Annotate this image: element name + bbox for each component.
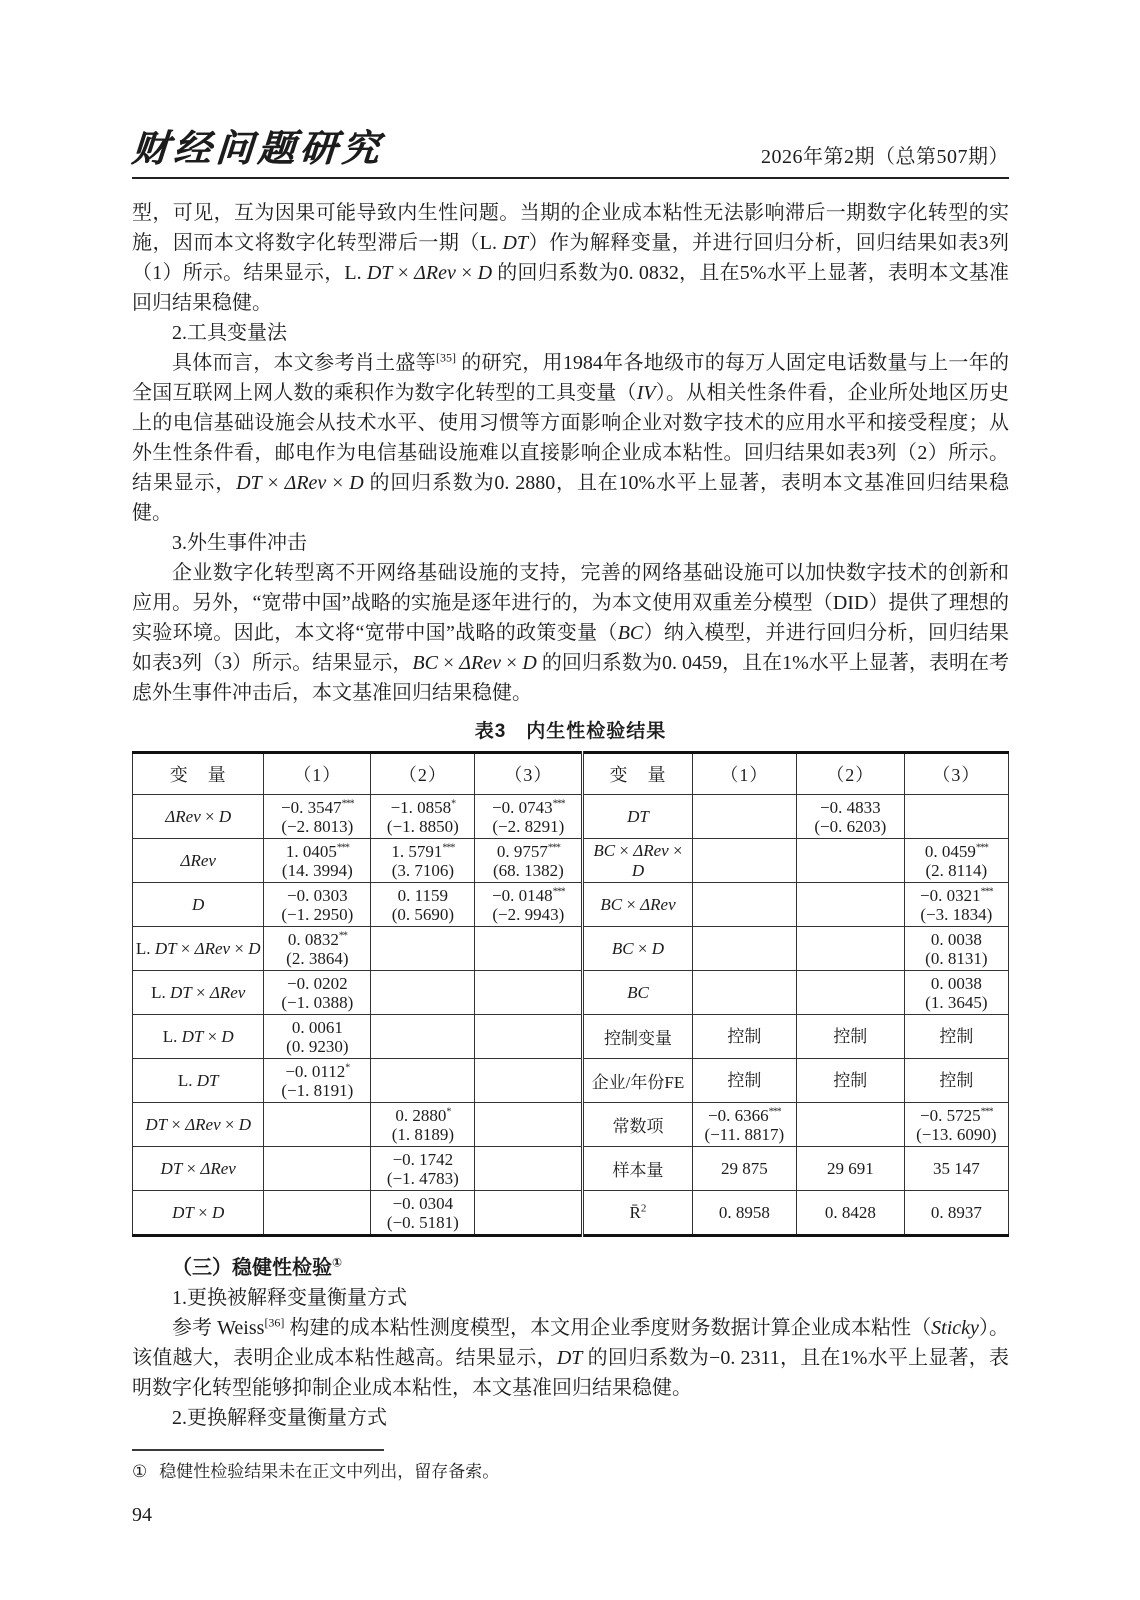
page-header	[132, 0, 1009, 179]
value-cell: 0. 8428	[796, 1191, 904, 1236]
value-cell: −0. 6366*** (−11. 8817)	[692, 1103, 796, 1147]
column-header-variable: 变 量	[133, 753, 264, 795]
footnote-text: 稳健性检验结果未在正文中列出，留存备索。	[159, 1462, 500, 1481]
empty-cell	[264, 1103, 371, 1147]
empty-cell	[796, 883, 904, 927]
empty-cell	[264, 1191, 371, 1236]
value-cell: 0. 9757*** (68. 1382)	[475, 839, 583, 883]
value-cell: 控制	[904, 1015, 1008, 1059]
empty-cell	[475, 1147, 583, 1191]
column-header-1: （1）	[264, 753, 371, 795]
heading-robustness: （三）稳健性检验①	[172, 1255, 343, 1279]
value-cell: 0. 0832** (2. 3864)	[264, 927, 371, 971]
value-cell: −0. 0148*** (−2. 9943)	[475, 883, 583, 927]
variable-label-cell: DT × ΔRev × D	[133, 1103, 264, 1147]
variable-label-cell: ΔRev × D	[133, 795, 264, 839]
variable-label-cell: BC × ΔRev	[583, 883, 693, 927]
heading-replace-explanatory: 2.更换解释变量衡量方式	[172, 1407, 387, 1429]
table-row	[133, 883, 1009, 927]
value-cell: 控制	[692, 1015, 796, 1059]
footnote-marker: ①	[132, 1462, 148, 1481]
variable-label-cell: ΔRev	[133, 839, 264, 883]
table-row	[133, 795, 1009, 839]
value-cell: −1. 0858* (−1. 8850)	[371, 795, 475, 839]
paragraph-exogenous-event: 企业数字化转型离不开网络基础设施的支持，完善的网络基础设施可以加快数字技术的创新和应用。另外，“宽带中国”战略的实施是逐年进行的，为本文使用双重差分模型（DID）提供了理想的实验环境。因此，本文将“宽带中国”战略的政策变量（BC）纳入模型，并进行回归分析，回归结果如表3列（3）所示。结果显示，BC × ΔRev × D 的回归系数为0. 0459，且在1%水平上显著，表明在考虑外生事件冲击后，本文基准回归结果稳健。	[132, 562, 1010, 704]
heading-replace-dependent: 1.更换被解释变量衡量方式	[172, 1287, 407, 1309]
footnote-divider	[132, 1449, 384, 1451]
variable-label-cell: DT × ΔRev	[133, 1147, 264, 1191]
variable-label-cell: BC	[583, 971, 693, 1015]
table-body	[133, 795, 1009, 1236]
empty-cell	[371, 1059, 475, 1103]
variable-label-cell: L. DT × D	[133, 1015, 264, 1059]
column-header-3: （3）	[475, 753, 583, 795]
variable-label-cell: D	[133, 883, 264, 927]
paragraph-instrument-variable: 具体而言，本文参考肖土盛等[35] 的研究，用1984年各地级市的每万人固定电话数量与上一年的全国互联网上网人数的乘积作为数字化转型的工具变量（IV）。从相关性条件看，企业所处地区历史上的电信基础设施会从技术水平、使用习惯等方面影响企业对数字技术的应用水平和接受程度；从外生性条件看，邮电作为电信基础设施难以直接影响企业成本粘性。回归结果如表3列（2）所示。结果显示，DT × ΔRev × D 的回归系数为0. 2880，且在10%水平上显著，表明本文基准回归结果稳健。	[132, 350, 1010, 524]
paragraph-lagged-dt: 型，可见，互为因果可能导致内生性问题。当期的企业成本粘性无法影响滞后一期数字化转型的实施，因而本文将数字化转型滞后一期（L. DT）作为解释变量，并进行回归分析，回归结果如表3列（1）所示。结果显示，L. DT × ΔRev × D 的回归系数为0. 0832，且在5%水平上显著，表明本文基准回归结果稳健。	[132, 202, 1010, 314]
empty-cell	[692, 839, 796, 883]
empty-cell	[475, 927, 583, 971]
paragraph-replace-dependent: 参考 Weiss[36] 构建的成本粘性测度模型，本文用企业季度财务数据计算企业成本粘性（Sticky）。该值越大，表明企业成本粘性越高。结果显示，DT 的回归系数为−0. 2311，且在1%水平上显著，表明数字化转型能够抑制企业成本粘性，本文基准回归结果稳健。	[132, 1315, 1010, 1399]
variable-label-cell: DT	[583, 795, 693, 839]
variable-label-cell: DT × D	[133, 1191, 264, 1236]
empty-cell	[475, 1015, 583, 1059]
empty-cell	[796, 927, 904, 971]
table-row	[133, 1059, 1009, 1103]
column-header-1: （1）	[692, 753, 796, 795]
value-cell: −0. 1742 (−1. 4783)	[371, 1147, 475, 1191]
empty-cell	[692, 971, 796, 1015]
page-content	[132, 0, 1009, 1527]
endogeneity-table	[132, 751, 1009, 1237]
column-header-2: （2）	[796, 753, 904, 795]
value-cell: 0. 8958	[692, 1191, 796, 1236]
variable-label-cell: 样本量	[583, 1147, 693, 1191]
variable-label-cell: BC × ΔRev × D	[583, 839, 693, 883]
value-cell: 控制	[796, 1059, 904, 1103]
footnote	[132, 1460, 1009, 1484]
value-cell: 0. 0038 (0. 8131)	[904, 927, 1008, 971]
table-row	[133, 971, 1009, 1015]
value-cell: 29 875	[692, 1147, 796, 1191]
table-row	[133, 839, 1009, 883]
value-cell: −0. 5725*** (−13. 6090)	[904, 1103, 1008, 1147]
empty-cell	[371, 1015, 475, 1059]
column-header-2: （2）	[371, 753, 475, 795]
value-cell: −0. 0112* (−1. 8191)	[264, 1059, 371, 1103]
table-row	[133, 927, 1009, 971]
value-cell: −0. 0303 (−1. 2950)	[264, 883, 371, 927]
table-title: 表3 内生性检验结果	[474, 721, 667, 742]
value-cell: 0. 0459*** (2. 8114)	[904, 839, 1008, 883]
value-cell: 0. 0038 (1. 3645)	[904, 971, 1008, 1015]
table-row	[133, 1103, 1009, 1147]
value-cell: 1. 5791*** (3. 7106)	[371, 839, 475, 883]
value-cell: −0. 0304 (−0. 5181)	[371, 1191, 475, 1236]
empty-cell	[475, 1103, 583, 1147]
empty-cell	[796, 971, 904, 1015]
issue-info: 2026年第2期（总第507期）	[761, 146, 1009, 168]
variable-label-cell: L. DT × ΔRev × D	[133, 927, 264, 971]
value-cell: 控制	[904, 1059, 1008, 1103]
article-body	[132, 198, 1009, 708]
value-cell: 0. 8937	[904, 1191, 1008, 1236]
variable-label-cell: L. DT × ΔRev	[133, 971, 264, 1015]
value-cell: 控制	[692, 1059, 796, 1103]
variable-label-cell: L. DT	[133, 1059, 264, 1103]
column-header-3: （3）	[904, 753, 1008, 795]
journal-logo: 财经问题研究	[130, 129, 386, 170]
heading-instrument-variable: 2.工具变量法	[172, 322, 287, 344]
column-header-variable: 变 量	[583, 753, 693, 795]
value-cell: −0. 4833 (−0. 6203)	[796, 795, 904, 839]
empty-cell	[904, 795, 1008, 839]
value-cell: 35 147	[904, 1147, 1008, 1191]
empty-cell	[264, 1147, 371, 1191]
value-cell: 控制	[796, 1015, 904, 1059]
empty-cell	[475, 971, 583, 1015]
variable-label-cell: 常数项	[583, 1103, 693, 1147]
empty-cell	[692, 883, 796, 927]
empty-cell	[796, 839, 904, 883]
empty-cell	[796, 1103, 904, 1147]
robustness-body	[132, 1283, 1009, 1433]
variable-label-cell: 企业/年份FE	[583, 1059, 693, 1103]
value-cell: 0. 0061 (0. 9230)	[264, 1015, 371, 1059]
variable-label-cell: 控制变量	[583, 1015, 693, 1059]
value-cell: 0. 1159 (0. 5690)	[371, 883, 475, 927]
page-number: 94	[132, 1504, 152, 1526]
empty-cell	[371, 971, 475, 1015]
value-cell: −0. 0321*** (−3. 1834)	[904, 883, 1008, 927]
heading-exogenous-event: 3.外生事件冲击	[172, 532, 307, 554]
variable-label-cell: R̄$^2$	[583, 1191, 693, 1236]
table-header-row	[133, 753, 1009, 795]
value-cell: −0. 0202 (−1. 0388)	[264, 971, 371, 1015]
value-cell: −0. 3547*** (−2. 8013)	[264, 795, 371, 839]
table-row	[133, 1191, 1009, 1236]
value-cell: 1. 0405*** (14. 3994)	[264, 839, 371, 883]
empty-cell	[475, 1191, 583, 1236]
value-cell: −0. 0743*** (−2. 8291)	[475, 795, 583, 839]
empty-cell	[692, 927, 796, 971]
table-row	[133, 1015, 1009, 1059]
value-cell: 29 691	[796, 1147, 904, 1191]
empty-cell	[371, 927, 475, 971]
variable-label-cell: BC × D	[583, 927, 693, 971]
value-cell: 0. 2880* (1. 8189)	[371, 1103, 475, 1147]
empty-cell	[475, 1059, 583, 1103]
empty-cell	[692, 795, 796, 839]
table-row	[133, 1147, 1009, 1191]
